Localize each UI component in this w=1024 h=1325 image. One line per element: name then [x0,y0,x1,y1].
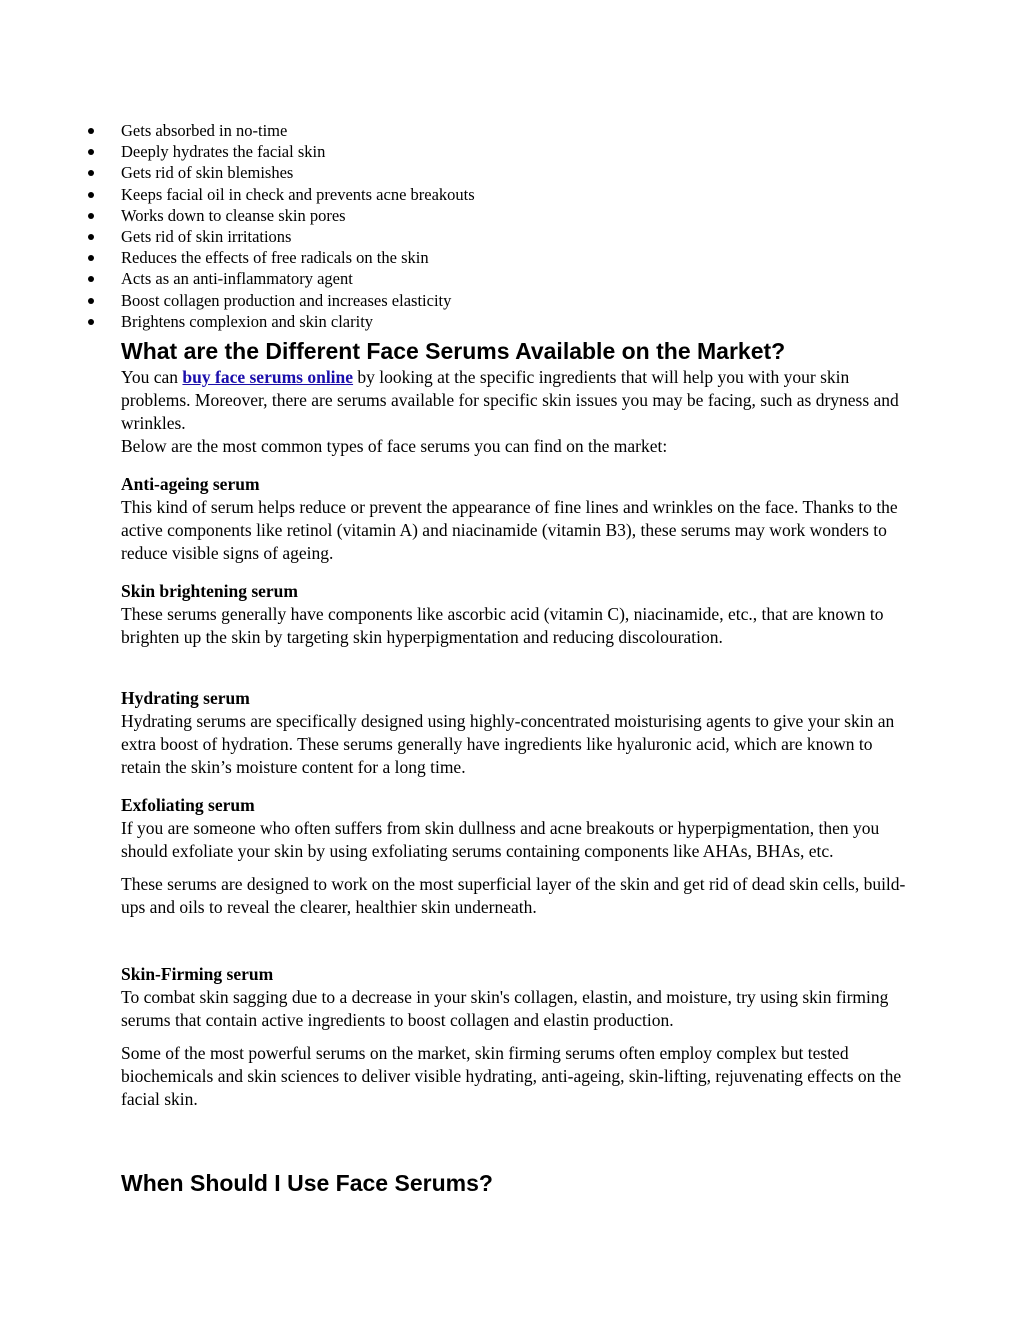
serum-title: Skin brightening serum [121,581,298,601]
list-item: Works down to cleanse skin pores [0,205,475,226]
serum-description-2: Some of the most powerful serums on the market, skin firming serums often employ complex but tested biochemicals and skin sciences to deliver visible hydrating, anti-ageing, skin-lifting, rejuvenating effects on the facial skin. [121,1043,902,1109]
serum-description: Hydrating serums are specifically designed using highly-concentrated moisturising agents to give your skin an extra boost of hydration. These serums generally have ingredients like hyaluronic acid, which are known to retain the skin’s moisture content for a long time. [121,711,895,777]
hydrating-block [121,687,911,779]
exfoliating-block [121,794,911,919]
list-item: Keeps facial oil in check and prevents acne breakouts [0,184,475,205]
bullet-icon [88,149,94,155]
serum-description: If you are someone who often suffers from skin dullness and acne breakouts or hyperpigmentation, then you should exfoliate your skin by using exfoliating serums containing components like AHAs, BHAs, etc. [121,818,880,861]
serum-description: To combat skin sagging due to a decrease in your skin's collagen, elastin, and moisture, try using skin firming serums that contain active ingredients to boost collagen and elastin production. [121,987,889,1030]
serum-title: Exfoliating serum [121,795,255,815]
list-item: Gets rid of skin blemishes [0,162,475,183]
list-item: Gets absorbed in no-time [0,120,475,141]
intro-paragraph-2: Below are the most common types of face serums you can find on the market: [121,436,668,456]
anti-ageing-block [121,473,911,565]
bullet-icon [88,192,94,198]
serum-title: Anti-ageing serum [121,474,260,494]
bullet-icon [88,255,94,261]
serum-description: These serums generally have components like ascorbic acid (vitamin C), niacinamide, etc., that are known to brighten up the skin by targeting skin hyperpigmentation and reducing discolouration. [121,604,884,647]
intro-paragraph: You can buy face serums online by looking at the specific ingredients that will help you with your skin problems. Moreover, there are serums available for specific skin issues you may be facing, such as dryness and wrinkles. [121,367,899,433]
serum-title: Skin-Firming serum [121,964,274,984]
bullet-icon [88,319,94,325]
bullet-icon [88,128,94,134]
list-item: Acts as an anti-inflammatory agent [0,268,475,289]
list-item: Boost collagen production and increases elasticity [0,290,475,311]
list-item: Reduces the effects of free radicals on the skin [0,247,475,268]
serum-title: Hydrating serum [121,688,250,708]
bullet-icon [88,213,94,219]
bullet-icon [88,276,94,282]
section-heading: What are the Different Face Serums Available on the Market? [121,338,786,364]
bullet-icon [88,234,94,240]
bullet-icon [88,170,94,176]
brightening-block [121,580,911,649]
usage-section [121,1168,911,1198]
buy-face-serums-link[interactable]: buy face serums online [182,367,354,387]
list-item: Deeply hydrates the facial skin [0,141,475,162]
serum-description: This kind of serum helps reduce or prevent the appearance of fine lines and wrinkles on the face. Thanks to the active components like retinol (vitamin A) and niacinamide (vitamin B3), these serums may work wonders to reduce visible signs of ageing. [121,497,898,563]
list-item: Brightens complexion and skin clarity [0,311,475,332]
benefits-list [0,120,475,332]
serum-types-section [121,336,911,458]
bullet-icon [88,298,94,304]
list-item: Gets rid of skin irritations [0,226,475,247]
firming-block [121,963,911,1111]
section-heading: When Should I Use Face Serums? [121,1170,493,1196]
serum-description-2: These serums are designed to work on the most superficial layer of the skin and get rid of dead skin cells, build-ups and oils to reveal the clearer, healthier skin underneath. [121,874,906,917]
